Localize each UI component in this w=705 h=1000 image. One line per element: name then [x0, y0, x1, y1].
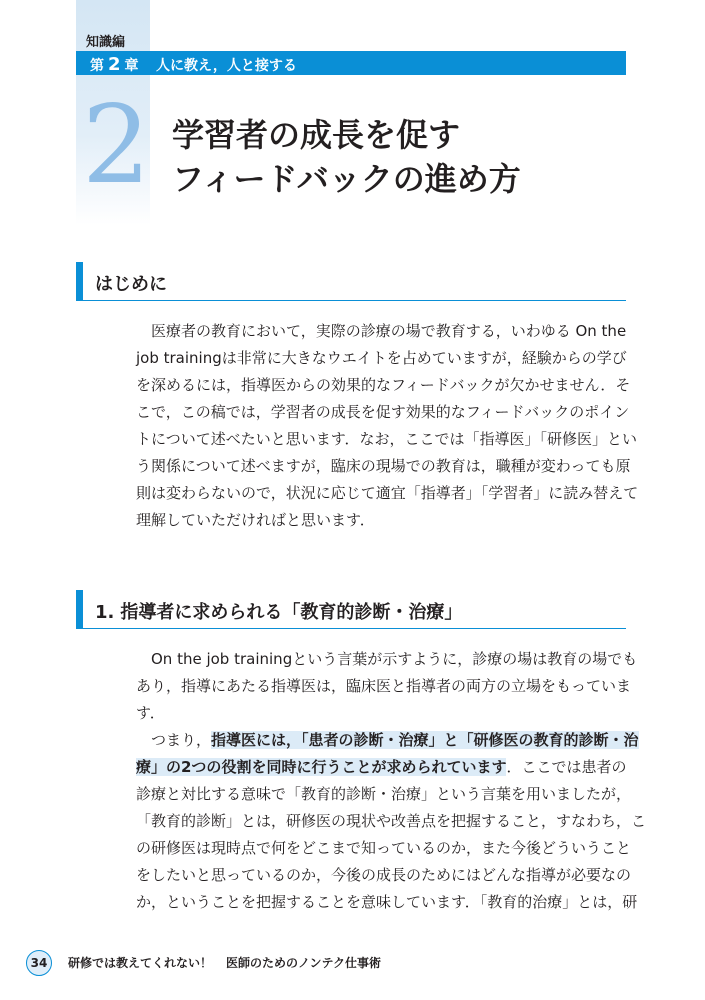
chapter-bar: [76, 51, 626, 75]
article-title: [172, 113, 521, 201]
text-plain: ．ここでは患者の: [506, 758, 627, 776]
highlighted-text: 療」の2つの役割を同時に行うことが求められています: [136, 758, 507, 776]
book-subtitle: 医師のためのノンテク仕事術: [226, 956, 382, 970]
section-title: 指導者に求められる「教育的診断・治療」: [120, 602, 463, 623]
text-line: [136, 727, 639, 754]
section-label: 知識編: [86, 35, 126, 50]
page-number: 34: [26, 950, 52, 976]
text-line: をしたいと思っているのか，今後の成長のためにはどんな指導が必要なの: [136, 866, 632, 884]
text-line: あり，指導にあたる指導医は，臨床医と指導者の両方の立場をもっていま: [136, 677, 632, 695]
text-line: の研修医は現時点で何をどこまで知っているのか，また今後どういうこと: [136, 839, 632, 857]
article-title-line: 学習者の成長を促す: [172, 116, 461, 154]
chapter-number: [90, 54, 139, 75]
section-1-paragraph-2: [136, 727, 647, 916]
heading-accent-bar: [76, 590, 83, 628]
section-number: 1.: [95, 602, 115, 623]
article-title-line: フィードバックの進め方: [172, 160, 521, 198]
text-line: す．: [136, 704, 165, 722]
text-line: う関係について述べますが，臨床の現場での教育は，職種が変わっても原: [136, 457, 631, 475]
book-title: 研修では教えてくれない！: [68, 956, 213, 970]
section-heading-1: [76, 590, 626, 629]
section-heading-intro: [76, 262, 626, 301]
text-line: こで，この稿では，学習者の成長を促す効果的なフィードバックのポイン: [136, 403, 630, 421]
chapter-suffix: 章: [124, 58, 139, 74]
section-heading-text: [95, 598, 462, 624]
text-line: を深めるには，指導医からの効果的なフィードバックが欠かせません．そ: [136, 376, 631, 394]
article-number: 2: [82, 83, 151, 208]
page-footer: [26, 947, 666, 977]
text-line: 「教育的診断」とは，研修医の現状や改善点を把握すること，すなわち，こ: [136, 812, 647, 830]
chapter-prefix: 第: [90, 58, 104, 74]
text-line: On the job trainingという言葉が示すように，診療の場は教育の場でも: [151, 650, 638, 668]
heading-accent-bar: [76, 262, 83, 300]
chapter-number-value: 2: [108, 54, 121, 75]
text-line: 医療者の教育において，実際の診療の場で教育する，いわゆる On the: [151, 322, 627, 340]
text-line: [136, 754, 626, 781]
chapter-title: 人に教え，人と接する: [156, 58, 297, 74]
text-line: トについて述べたいと思います．なお，ここでは「指導医」「研修医」とい: [136, 430, 638, 448]
highlighted-text: 指導医には，「患者の診断・治療」と「研修医の教育的診断・治: [211, 731, 639, 749]
text-line: 診療と対比する意味で「教育的診断・治療」という言葉を用いましたが，: [136, 785, 632, 803]
text-line: か，ということを把握することを意味しています．「教育的治療」とは，研: [136, 893, 638, 911]
intro-paragraph: [136, 318, 639, 534]
section-heading-text: はじめに: [95, 274, 167, 295]
text-line: 理解していただければと思います．: [136, 511, 375, 529]
text-line: job trainingは非常に大きなウエイトを占めていますが，経験からの学び: [136, 349, 627, 367]
text-plain: つまり，: [151, 731, 212, 749]
text-line: 則は変わらないので，状況に応じて適宜「指導者」「学習者」に読み替えて: [136, 484, 639, 502]
section-1-paragraph-1: [136, 646, 638, 727]
